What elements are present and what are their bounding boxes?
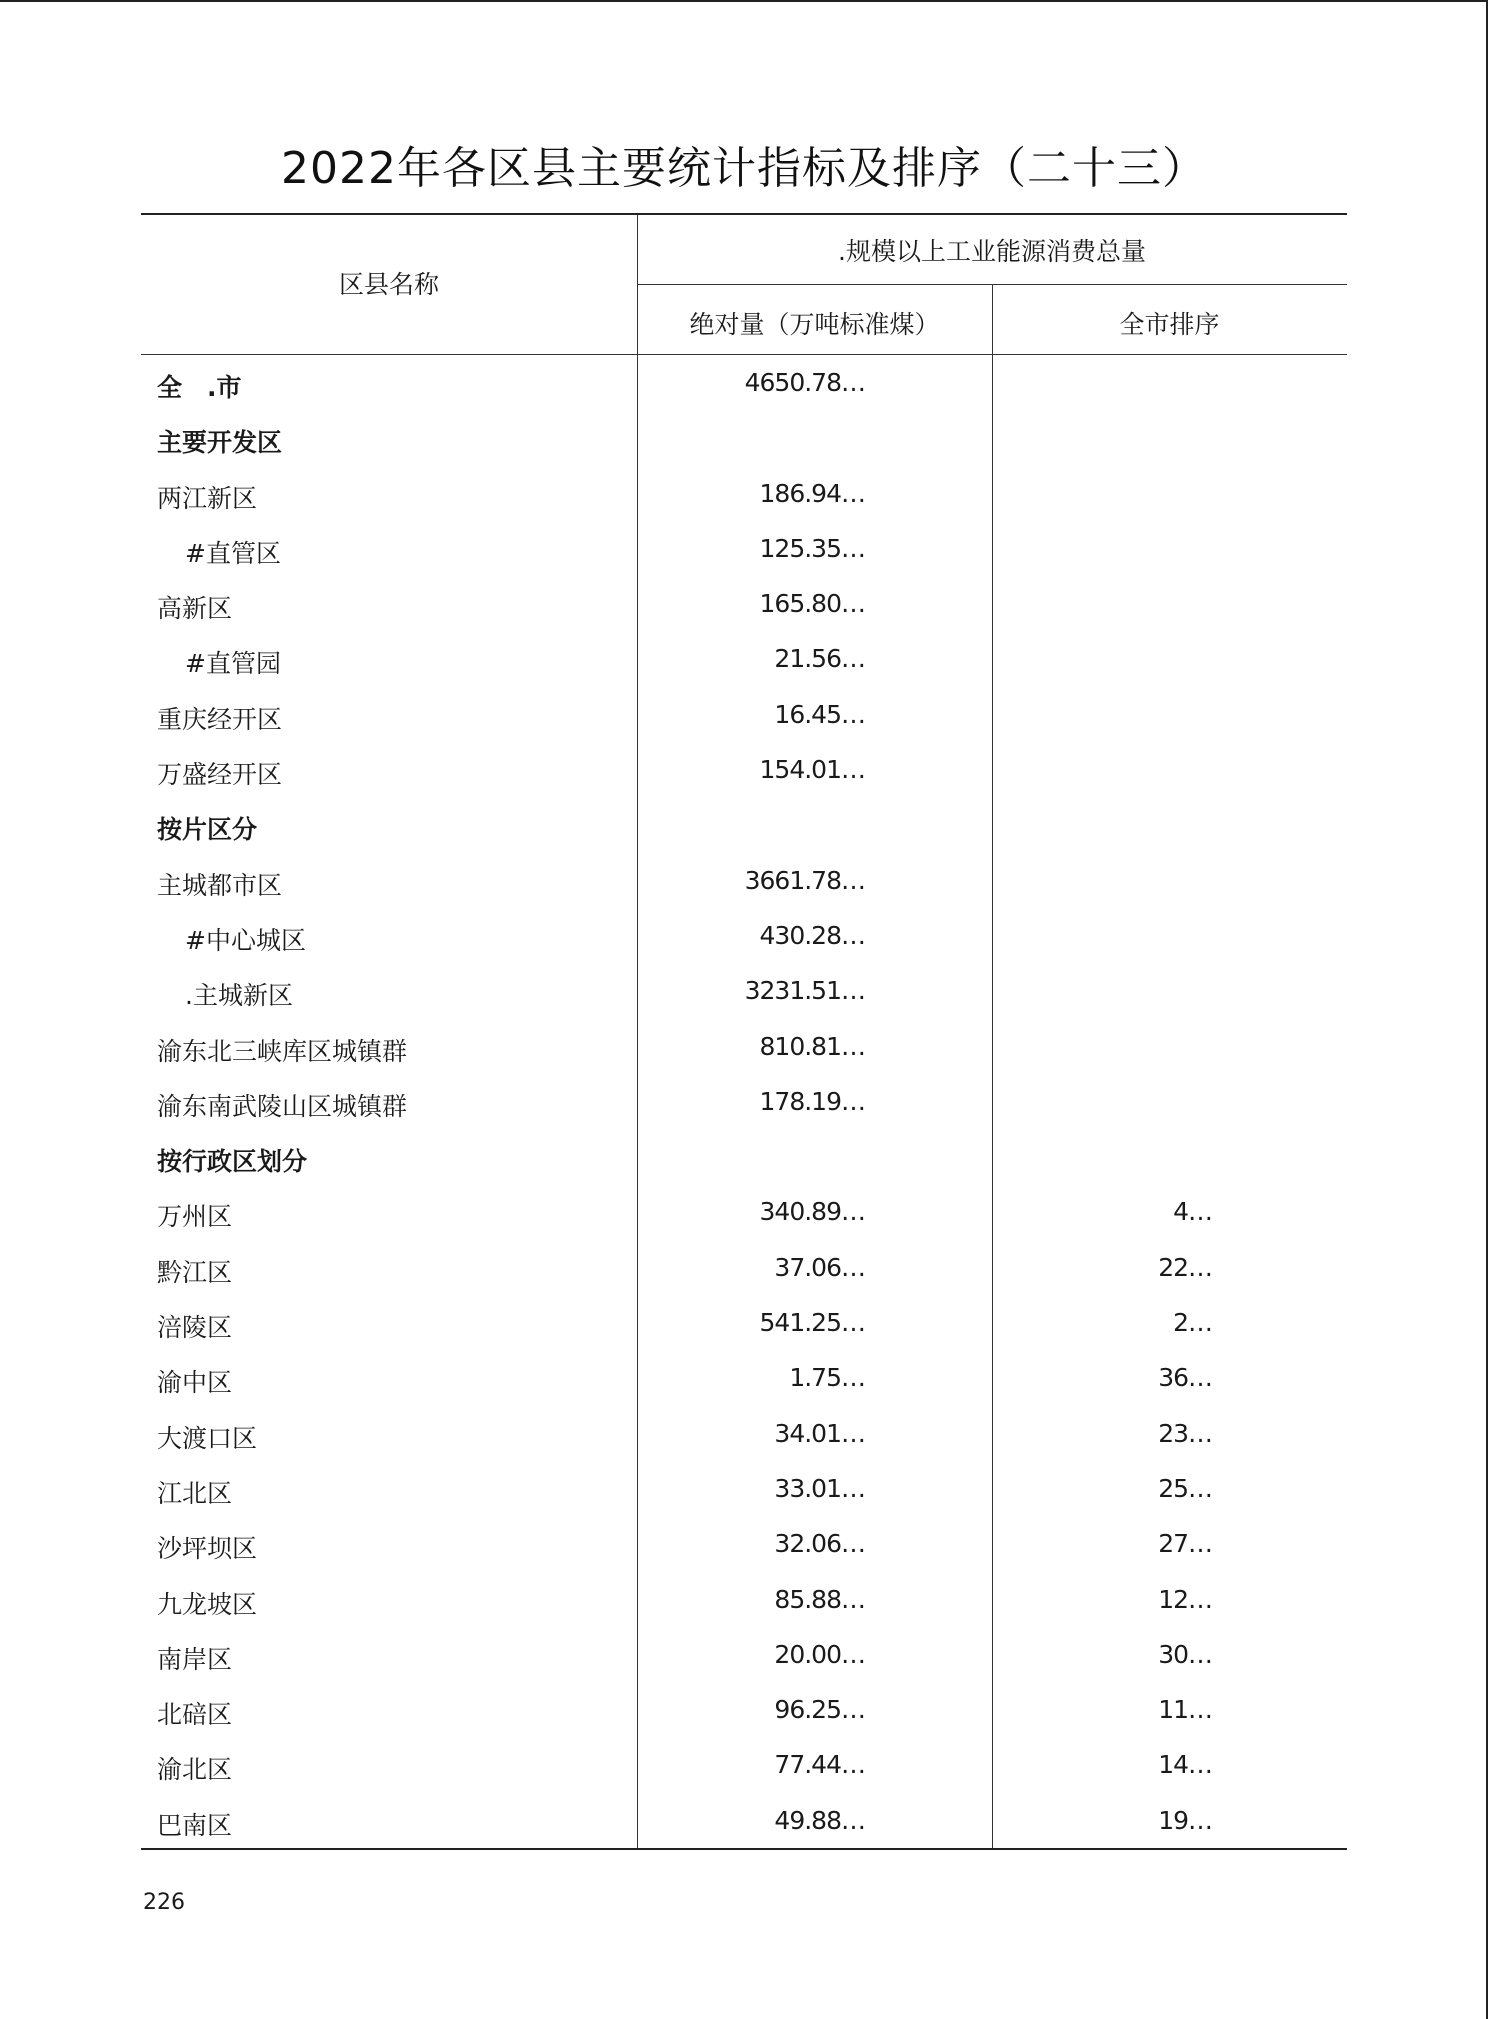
absolute-value-cell: 34.01… xyxy=(774,1418,865,1448)
region-name-cell: 渝东北三峡库区城镇群 xyxy=(157,1036,408,1066)
region-name-cell: 南岸区 xyxy=(157,1644,233,1674)
region-name-cell: 万盛经开区 xyxy=(157,760,283,790)
rank-cell: 30… xyxy=(1158,1639,1212,1669)
table-row xyxy=(141,1184,1347,1239)
absolute-value-cell: 154.01… xyxy=(759,755,865,785)
rank-cell: 2… xyxy=(1173,1308,1212,1338)
absolute-value-cell: 541.25… xyxy=(759,1308,865,1338)
region-name-cell: 大渡口区 xyxy=(157,1423,258,1453)
region-name-cell: 按行政区划分 xyxy=(157,1147,308,1177)
page-border-top xyxy=(0,0,1488,2)
rank-cell: 27… xyxy=(1158,1529,1212,1559)
region-name-cell: 万州区 xyxy=(157,1202,233,1232)
table-row xyxy=(141,631,1347,686)
table-row xyxy=(141,1682,1347,1737)
page-number: 226 xyxy=(143,1890,185,1915)
rank-cell: 4… xyxy=(1173,1197,1212,1227)
region-name-cell: 涪陵区 xyxy=(157,1313,233,1343)
table-row xyxy=(141,355,1347,410)
absolute-value-cell: 49.88… xyxy=(774,1805,865,1835)
absolute-value-cell: 21.56… xyxy=(774,644,865,674)
table-row xyxy=(141,908,1347,963)
absolute-value-cell: 1.75… xyxy=(789,1363,865,1393)
table-row xyxy=(141,1019,1347,1074)
region-name-cell: 渝北区 xyxy=(157,1755,233,1785)
absolute-value-cell: 85.88… xyxy=(774,1584,865,1614)
region-name-cell: 两江新区 xyxy=(157,483,258,513)
region-name-cell: #直管区 xyxy=(185,538,281,568)
table-row xyxy=(141,410,1347,465)
rank-cell: 23… xyxy=(1158,1418,1212,1448)
absolute-value-cell: 165.80… xyxy=(759,589,865,619)
absolute-value-cell: 430.28… xyxy=(759,920,865,950)
table-row xyxy=(141,1461,1347,1516)
rank-cell: 11… xyxy=(1158,1695,1212,1725)
table-body xyxy=(141,355,1347,1848)
table-row xyxy=(141,853,1347,908)
absolute-value-cell: 3231.51… xyxy=(744,976,865,1006)
table-row xyxy=(141,1406,1347,1461)
table-row xyxy=(141,576,1347,631)
region-name-cell: 渝东南武陵山区城镇群 xyxy=(157,1091,408,1121)
table-top-rule xyxy=(141,213,1347,215)
region-name-cell: .主城新区 xyxy=(185,981,293,1011)
table-row xyxy=(141,1572,1347,1627)
absolute-value-cell: 186.94… xyxy=(759,478,865,508)
absolute-value-cell: 340.89… xyxy=(759,1197,865,1227)
region-name-cell: #直管园 xyxy=(185,649,281,679)
table-row xyxy=(141,1793,1347,1848)
region-name-cell: 主要开发区 xyxy=(157,428,283,458)
table-row xyxy=(141,1129,1347,1184)
table-bottom-rule xyxy=(141,1848,1347,1850)
header-region-name: 区县名称 xyxy=(338,270,439,299)
header-energy-group: .规模以上工业能源消费总量 xyxy=(838,237,1146,266)
region-name-cell: 江北区 xyxy=(157,1478,233,1508)
table-row xyxy=(141,1074,1347,1129)
region-name-cell: 北碚区 xyxy=(157,1700,233,1730)
region-name-cell: 重庆经开区 xyxy=(157,704,283,734)
region-name-cell: 按片区分 xyxy=(157,815,258,845)
page-title: 2022年各区县主要统计指标及排序（二十三） xyxy=(281,143,1207,194)
region-name-cell: 主城都市区 xyxy=(157,870,283,900)
absolute-value-cell: 3661.78… xyxy=(744,865,865,895)
table-row xyxy=(141,1516,1347,1571)
absolute-value-cell: 16.45… xyxy=(774,699,865,729)
table-row xyxy=(141,742,1347,797)
absolute-value-cell: 810.81… xyxy=(759,1031,865,1061)
table-row xyxy=(141,1295,1347,1350)
absolute-value-cell: 96.25… xyxy=(774,1695,865,1725)
header-rank: 全市排序 xyxy=(1119,310,1220,339)
table-row xyxy=(141,1240,1347,1295)
absolute-value-cell: 178.19… xyxy=(759,1086,865,1116)
absolute-value-cell: 125.35… xyxy=(759,533,865,563)
header-absolute: 绝对量（万吨标准煤） xyxy=(689,310,940,339)
rank-cell: 12… xyxy=(1158,1584,1212,1614)
region-name-cell: 巴南区 xyxy=(157,1810,233,1840)
rank-cell: 19… xyxy=(1158,1805,1212,1835)
region-name-cell: 黔江区 xyxy=(157,1257,233,1287)
region-name-cell: 沙坪坝区 xyxy=(157,1534,258,1564)
table-row xyxy=(141,963,1347,1018)
region-name-cell: 全 .市 xyxy=(157,373,242,402)
region-name-cell: 渝中区 xyxy=(157,1368,233,1398)
table-row xyxy=(141,1737,1347,1792)
table-row xyxy=(141,521,1347,576)
absolute-value-cell: 20.00… xyxy=(774,1639,865,1669)
region-name-cell: #中心城区 xyxy=(185,925,306,955)
table-row xyxy=(141,1627,1347,1682)
absolute-value-cell: 33.01… xyxy=(774,1473,865,1503)
absolute-value-cell: 32.06… xyxy=(774,1529,865,1559)
table-row xyxy=(141,687,1347,742)
rank-cell: 25… xyxy=(1158,1473,1212,1503)
rank-cell: 14… xyxy=(1158,1750,1212,1780)
absolute-value-cell: 37.06… xyxy=(774,1252,865,1282)
table-row xyxy=(141,466,1347,521)
table-row xyxy=(141,797,1347,852)
rank-cell: 36… xyxy=(1158,1363,1212,1393)
region-name-cell: 九龙坡区 xyxy=(157,1589,258,1619)
table-row xyxy=(141,1350,1347,1405)
absolute-value-cell: 4650.78… xyxy=(744,368,865,397)
absolute-value-cell: 77.44… xyxy=(774,1750,865,1780)
rank-cell: 22… xyxy=(1158,1252,1212,1282)
region-name-cell: 高新区 xyxy=(157,594,233,624)
